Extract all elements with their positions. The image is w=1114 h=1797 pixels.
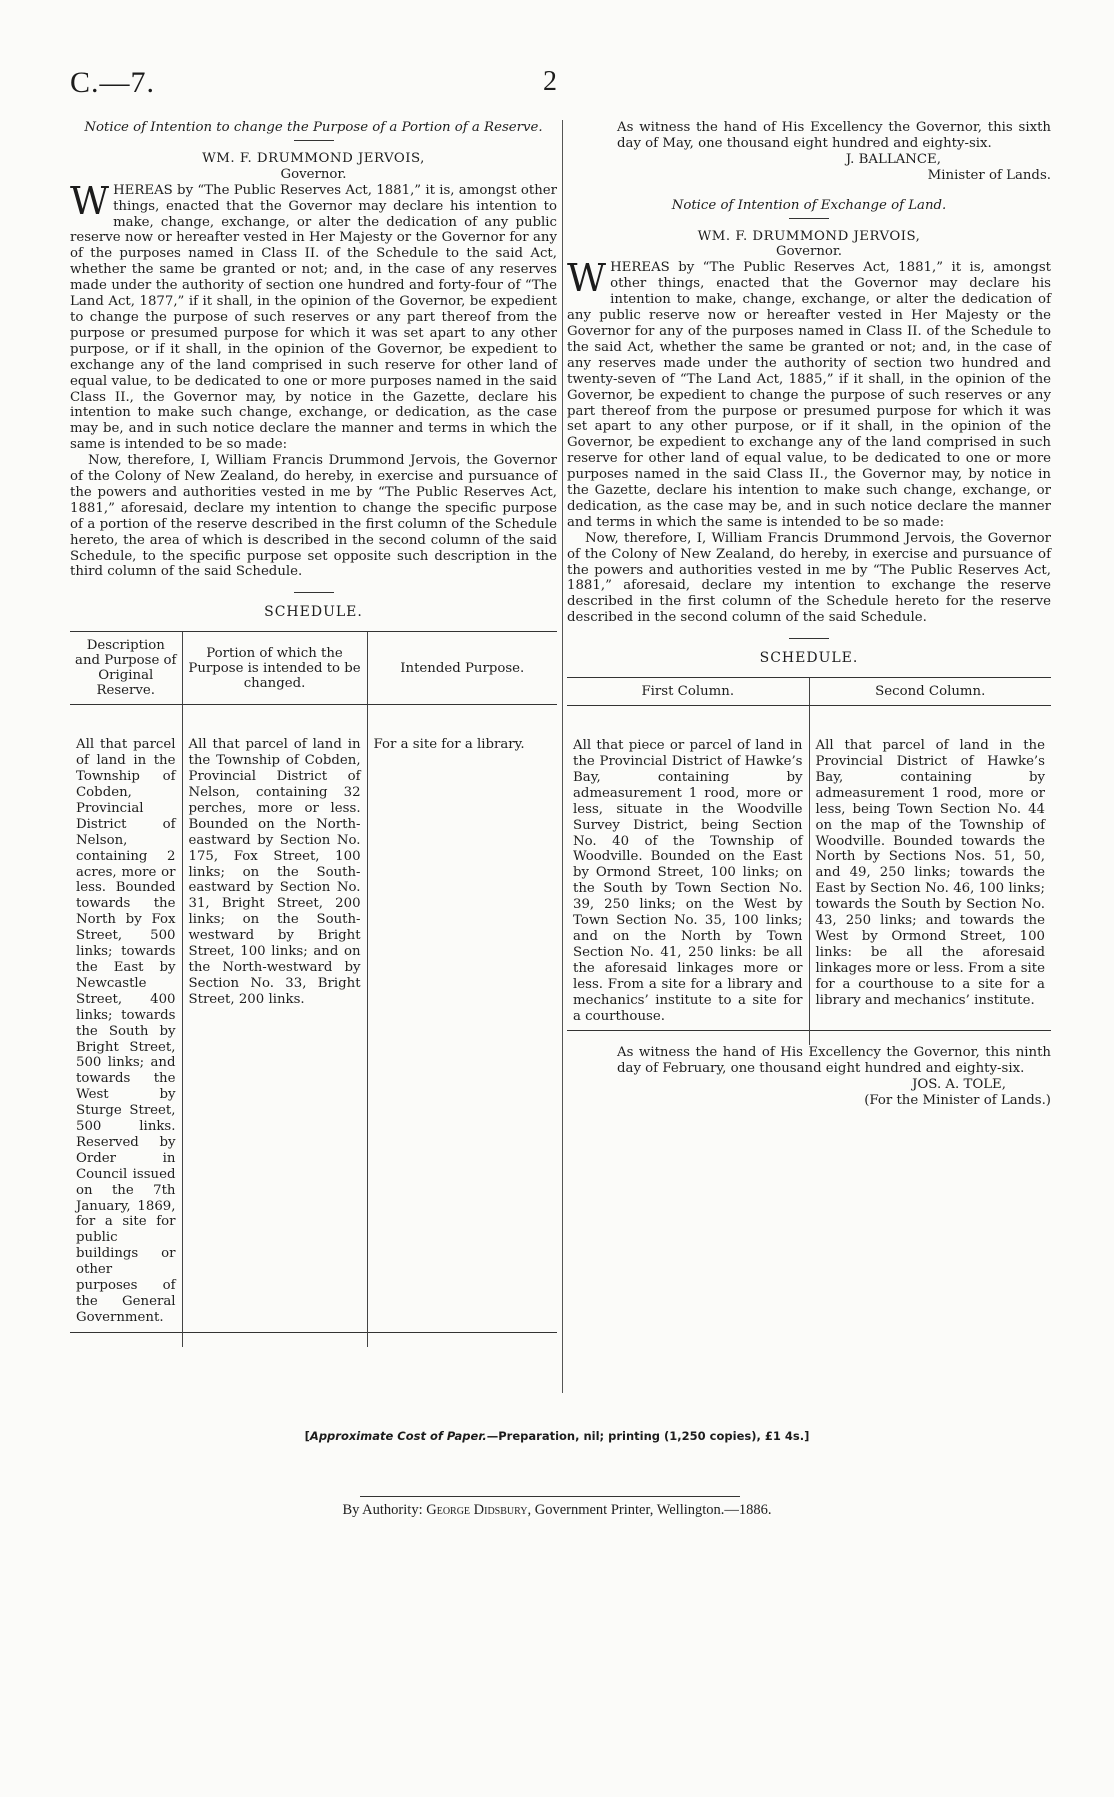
title-rule (294, 140, 334, 141)
cost-of-paper-note: [Approximate Cost of Paper.—Preparation, nil; printing (1,250 copies), £1 4s.] (304, 1429, 810, 1443)
whereas-text: HEREAS by “The Public Reserves Act, 1881,” it is, amongst other things, enacted that the Governor may declare his intention to make, change, exchange, or alter the dedication of any public reserve now or hereafter vested in Her Majesty or the Governor for any of the purposes named in Class II. of the Schedule to the said Act, whether the same be granted or not; and, in the case of any reserves made under the authority of section two hundred and twenty-seven of “The Land Act, 1885,” if it shall, in the opinion of the Governor, be expedient to change the purpose of such reserves or any part thereof from the purpose or presumed purpose for which it was set apart to any other purpose, or if it shall, in the opinion of the Governor, be expedient to exchange any of the land comprised in such reserve for other land of equal value, to be dedicated to one or more purposes named in the said Class II., the Governor may, by notice in the Gazette, declare his intention to make such change, exchange, or dedication, as the case may be, and in such notice declare the manner and terms in which the same is intended to be so made: (567, 260, 1051, 530)
governor-name: WM. F. DRUMMOND JERVOIS, (202, 150, 425, 166)
table-bottom-rule (567, 1031, 1051, 1046)
column-divider (562, 120, 563, 1393)
table-cell: All that parcel of land in the Provincial District of Hawke’s Bay, containing by admeasurement 1 rood, more or less, being Town Section No. 44 on the map of the Township of Woodville. Bounded towards the North by Sections Nos. 51, 50, and 49, 250 links; towards the East by Section No. 46, 100 links; towards the South by Section No. 43, 250 links; and towards the West by Ormond Street, 100 links: be all the aforesaid linkages more or less. From a site for a courthouse to a site for a library and mechanics’ institute. (809, 720, 1051, 1031)
page-number: 2 (543, 66, 557, 97)
table-gap (70, 705, 557, 720)
signature-name: J. BALLANCE, (845, 151, 941, 167)
whereas-paragraph (70, 178, 557, 453)
whereas-paragraph (567, 256, 1051, 530)
table-header: Second Column. (809, 678, 1051, 706)
governor-name: WM. F. DRUMMOND JERVOIS, (697, 228, 921, 244)
table-bottom-rule (70, 1332, 557, 1347)
table-row (70, 719, 557, 1332)
notice-title-change-purpose: Notice of Intention to change the Purpose of a Portion of a Reserve. (84, 120, 543, 135)
table-header: Description and Purpose of Original Reserve. (70, 632, 182, 705)
printer-rule (360, 1496, 740, 1497)
table-header-row (567, 678, 1051, 706)
signature-title: Minister of Lands. (927, 167, 1051, 183)
printer-prefix: By Authority: (342, 1502, 423, 1518)
signature-name: JOS. A. TOLE, (912, 1077, 1006, 1093)
table-gap (567, 706, 1051, 721)
table-header: Intended Purpose. (367, 632, 557, 705)
witness-paragraph: As witness the hand of His Excellency the Governor, this sixth day of May, one thousand eight hundred and eighty-six. (617, 120, 1051, 151)
title-rule (789, 218, 829, 219)
document-reference: C.—7. (70, 66, 156, 99)
drop-cap: W (567, 256, 607, 301)
table-cell: All that parcel of land in the Township of Cobden, Provincial District of Nelson, containing 2 acres, more or less. Bounded towards the North by Fox Street, 500 links; towards the East by Newcastle Street, 400 links; towards the South by Bright Street, 500 links; and towards the West by Sturge Street, 500 links. Reserved by Order in Council issued on the 7th January, 1869, for a site for public buildings or other purposes of the General Government. (76, 737, 176, 1325)
drop-cap: W (70, 178, 110, 223)
schedule-rule (789, 638, 829, 639)
printer-suffix: Government Printer, Wellington.—1886. (534, 1502, 772, 1518)
signature-title: (For the Minister of Lands.) (864, 1093, 1051, 1109)
printer-name: George Didsbury, (426, 1502, 532, 1518)
table-cell: For a site for a library. (367, 719, 557, 1332)
cost-label: Approximate Cost of Paper. (309, 1429, 487, 1443)
now-therefore-paragraph: Now, therefore, I, William Francis Drummond Jervois, the Governor of the Colony of New Zealand, do hereby, in exercise and pursuance of the powers and authorities vested in me by “The Public Reserves Act, 1881,” aforesaid, declare my intention to exchange the reserve described in the first column of the Schedule hereto for the reserve described in the second column of the said Schedule. (567, 530, 1051, 626)
schedule-table (567, 677, 1051, 1045)
table-cell: All that piece or parcel of land in the Provincial District of Hawke’s Bay, containing by admeasurement 1 rood, more or less, situate in the Woodville Survey District, being Section No. 40 of the Township of Woodville. Bounded on the East by Ormond Street, 100 links; on the South by Town Section No. 39, 250 links; on the West by Town Section No. 35, 100 links; and on the North by Town Section No. 41, 250 links: be all the aforesaid linkages more or less. From a site for a library and mechanics’ institute to a site for a courthouse. (573, 738, 803, 1024)
right-column (567, 120, 1051, 1109)
table-header: Portion of which the Purpose is intended to be changed. (182, 632, 367, 705)
cost-text: —Preparation, nil; printing (1,250 copies), £1 4s. (486, 1429, 805, 1443)
printer-imprint (0, 1502, 1114, 1519)
schedule-title: SCHEDULE. (264, 604, 363, 621)
now-therefore-paragraph: Now, therefore, I, William Francis Drummond Jervois, the Governor of the Colony of New Zealand, do hereby, in exercise and pursuance of the powers and authorities vested in me by “The Public Reserves Act, 1881,” aforesaid, declare my intention to change the specific purpose of a portion of the reserve described in the first column of the Schedule hereto, the area of which is described in the second column of the said Schedule, to the specific purpose set opposite such description in the third column of the said Schedule. (70, 453, 557, 580)
whereas-text: HEREAS by “The Public Reserves Act, 1881,” it is, amongst other things, enacted that the Governor may declare his intention to make, change, exchange, or alter the dedication of any public reserve now or hereafter vested in Her Majesty or the Governor for any of the purposes named in Class II. of the Schedule to the said Act, whether the same be granted or not; and, in the case of any reserves made under the authority of section one hundred and forty-four of “The Land Act, 1877,” if it shall, in the opinion of the Governor, be expedient to change the purpose of such reserves or any part thereof from the purpose or presumed purpose for which it was set apart to any other purpose, or if it shall, in the opinion of the Governor, be expedient to exchange any of the land comprised in such reserve for other land of equal value, to be dedicated to one or more purposes named in the said Class II., the Governor may, by notice in the Gazette, declare his intention to make such change, exchange, or dedication, as the case may be, and in such notice declare the manner and terms in which the same is intended to be so made: (70, 182, 557, 453)
governor-title: Governor. (280, 166, 347, 182)
notice-title-exchange: Notice of Intention of Exchange of Land. (671, 197, 947, 213)
governor-title: Governor. (775, 244, 843, 260)
schedule-title: SCHEDULE. (759, 650, 859, 667)
schedule-table (70, 631, 557, 1347)
table-header-row (70, 632, 557, 705)
table-header: First Column. (567, 678, 809, 706)
left-column (70, 120, 557, 1347)
witness-paragraph: As witness the hand of His Excellency the Governor, this ninth day of February, one thousand eight hundred and eighty-six. (617, 1045, 1051, 1077)
table-row (567, 720, 1051, 1031)
table-cell: All that parcel of land in the Township of Cobden, Provincial District of Nelson, containing 32 perches, more or less. Bounded on the North-eastward by Section No. 175, Fox Street, 100 links; on the South-eastward by Section No. 31, Bright Street, 200 links; on the South-westward by Bright Street, 100 links; and on the North-westward by Section No. 33, Bright Street, 200 links. (182, 719, 367, 1332)
schedule-rule (294, 592, 334, 593)
